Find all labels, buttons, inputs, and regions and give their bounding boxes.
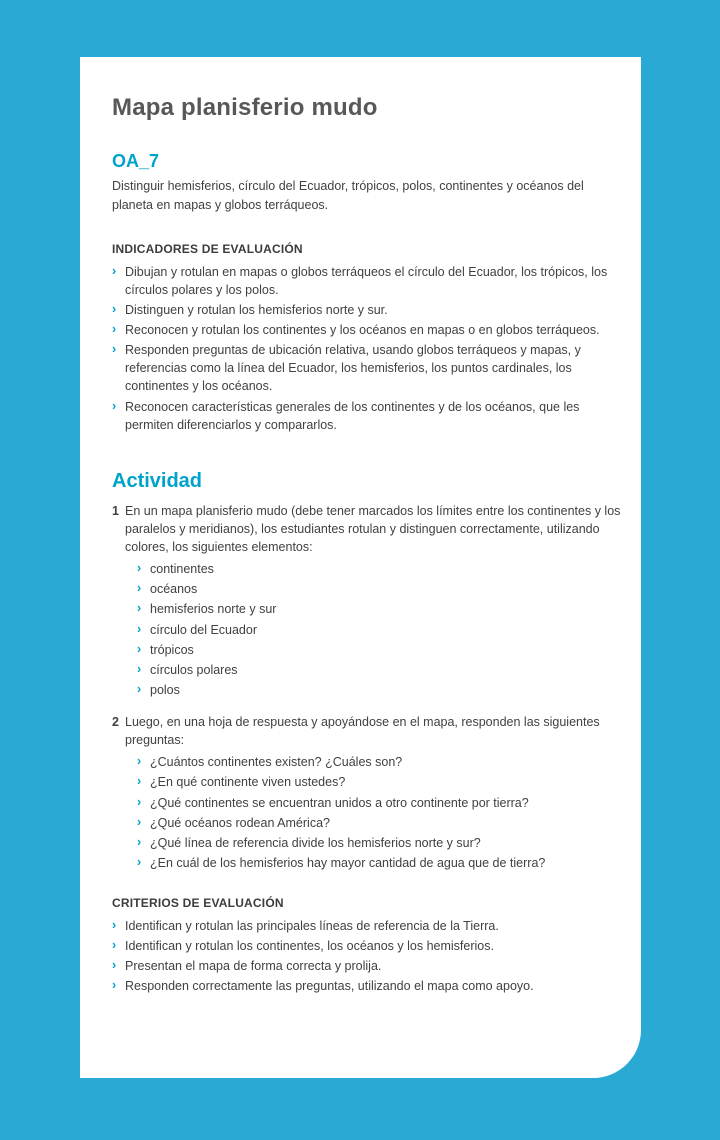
step-text: Luego, en una hoja de respuesta y apoyándose en el mapa, responden las siguientes preguntas: [125,715,600,748]
list-item [112,398,625,434]
list-item [137,661,625,679]
list-item [112,977,625,995]
step-number: 1 [112,503,119,518]
list-item [137,794,625,812]
actividad-heading: Actividad [112,469,203,492]
list-item-text: círculo del Ecuador [150,622,258,637]
list-item [137,681,625,699]
list-item-text: Responden preguntas de ubicación relativa, usando globos terráqueos y mapas, y referencias como la línea del Ecuador, los hemisferios, los puntos cardinales, los continentes y los océanos. [125,343,581,394]
list-item-text: Responden correctamente las preguntas, utilizando el mapa como apoyo. [125,979,534,994]
bullet-marker-icon: › [137,661,142,676]
bullet-marker-icon: › [112,958,117,973]
bullet-marker-icon: › [112,301,117,316]
list-item [137,834,625,852]
list-item-text: Identifican y rotulan las principales líneas de referencia de la Tierra. [125,919,499,934]
criterios-list [112,917,625,996]
actividad-step [112,713,625,872]
list-item [137,560,625,578]
list-item-text: ¿Qué océanos rodean América? [150,815,330,830]
bullet-marker-icon: › [137,681,142,696]
bullet-marker-icon: › [137,641,142,656]
oa-code-heading: OA_7 [112,151,160,172]
list-item-text: trópicos [150,642,194,657]
actividad-step [112,502,625,699]
list-item [112,937,625,955]
list-item [112,321,625,339]
criterios-heading: CRITERIOS DE EVALUACIÓN [112,896,284,911]
list-item-text: Reconocen y rotulan los continentes y los océanos en mapas o en globos terráqueos. [125,323,600,338]
step-bullet-list [137,560,625,699]
list-item-text: Presentan el mapa de forma correcta y prolija. [125,959,382,974]
list-item [137,814,625,832]
indicadores-heading: INDICADORES DE EVALUACIÓN [112,241,303,256]
list-item [137,773,625,791]
bullet-marker-icon: › [137,814,142,829]
list-item [112,301,625,319]
bullet-marker-icon: › [137,774,142,789]
bullet-marker-icon: › [112,918,117,933]
list-item-text: ¿Qué continentes se encuentran unidos a otro continente por tierra? [150,795,529,810]
list-item-text: Distinguen y rotulan los hemisferios norte y sur. [125,302,388,317]
list-item [137,600,625,618]
step-bullet-list [137,753,625,872]
list-item-text: continentes [150,562,214,577]
list-item-text: ¿Qué línea de referencia divide los hemisferios norte y sur? [150,835,481,850]
bullet-marker-icon: › [112,938,117,953]
list-item-text: Dibujan y rotulan en mapas o globos terráqueos el círculo del Ecuador, los trópicos, los círculos polares y los polos. [125,264,608,297]
bullet-marker-icon: › [112,342,117,357]
page-title: Mapa planisferio mudo [112,94,378,121]
bullet-marker-icon: › [137,581,142,596]
bullet-marker-icon: › [112,978,117,993]
list-item [112,263,625,299]
list-item-text: ¿En qué continente viven ustedes? [150,775,346,790]
list-item [137,753,625,771]
bullet-marker-icon: › [112,322,117,337]
bullet-marker-icon: › [137,854,142,869]
list-item-text: Reconocen características generales de los continentes y de los océanos, que les permiten diferenciarlos y compararlos. [125,399,580,432]
bullet-marker-icon: › [112,263,117,278]
list-item [137,854,625,872]
list-item-text: hemisferios norte y sur [150,602,277,617]
bullet-marker-icon: › [137,621,142,636]
list-item [137,641,625,659]
indicadores-list [112,263,625,434]
criterios-section [112,896,625,996]
list-item [137,621,625,639]
list-item-text: Identifican y rotulan los continentes, los océanos y los hemisferios. [125,939,494,954]
bullet-marker-icon: › [137,834,142,849]
list-item-text: círculos polares [150,662,238,677]
step-text: En un mapa planisferio mudo (debe tener marcados los límites entre los continentes y los paralelos y meridianos), los estudiantes rotulan y distinguen correctamente, utilizando colores, los siguientes elementos: [125,503,621,555]
oa-description: Distinguir hemisferios, círculo del Ecuador, trópicos, polos, continentes y océanos del planeta en mapas y globos terráqueos. [112,179,584,212]
actividad-steps [112,502,625,872]
list-item-text: polos [150,682,180,697]
list-item-text: ¿En cuál de los hemisferios hay mayor cantidad de agua que de tierra? [150,855,546,870]
list-item-text: océanos [150,582,198,597]
step-number: 2 [112,715,119,730]
bullet-marker-icon: › [137,754,142,769]
bullet-marker-icon: › [137,794,142,809]
list-item [112,957,625,975]
list-item [112,341,625,395]
bullet-marker-icon: › [112,398,117,413]
list-item [112,917,625,935]
bullet-marker-icon: › [137,561,142,576]
list-item [137,580,625,598]
bullet-marker-icon: › [137,601,142,616]
list-item-text: ¿Cuántos continentes existen? ¿Cuáles son? [150,755,403,770]
document-page [80,57,641,1078]
